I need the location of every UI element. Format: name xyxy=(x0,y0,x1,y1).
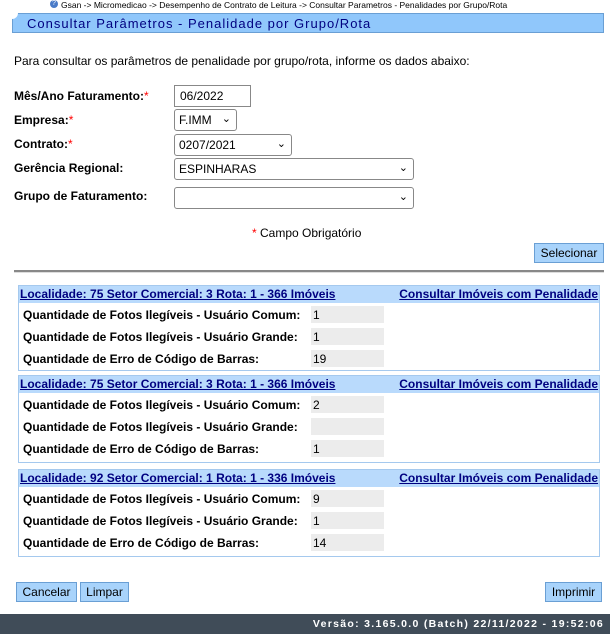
row-value: 14 xyxy=(311,534,384,551)
consultar-imoveis-link[interactable]: Consultar Imóveis com Penalidade xyxy=(399,471,598,485)
page-title-bar xyxy=(12,13,604,33)
row-label: Quantidade de Erro de Código de Barras: xyxy=(23,536,260,550)
result-row xyxy=(19,393,599,415)
row-value: 2 xyxy=(311,396,384,413)
result-row xyxy=(19,487,599,509)
result-group xyxy=(18,375,600,463)
result-group xyxy=(18,285,600,371)
required-note: * Campo Obrigatório xyxy=(252,226,362,240)
chevron-down-icon: ⌄ xyxy=(221,113,231,125)
empresa-value: F.IMM xyxy=(179,113,212,127)
gerencia-select[interactable] xyxy=(174,158,414,180)
result-row xyxy=(19,415,599,437)
row-value: 1 xyxy=(311,440,384,457)
row-label: Quantidade de Fotos Ilegíveis - Usuário Comum: xyxy=(23,398,301,412)
mes-ano-input[interactable]: 06/2022 xyxy=(174,85,251,107)
localidade-link[interactable]: Localidade: 75 Setor Comercial: 3 Rota: 1 - 366 Imóveis xyxy=(20,287,336,301)
row-value: 1 xyxy=(311,512,384,529)
chevron-down-icon: ⌄ xyxy=(398,191,408,203)
empresa-select[interactable] xyxy=(174,109,237,131)
empresa-label: Empresa:* xyxy=(14,113,74,127)
contrato-select[interactable] xyxy=(174,134,292,156)
intro-text: Para consultar os parâmetros de penalidade por grupo/rota, informe os dados abaixo: xyxy=(14,54,470,68)
result-group-header xyxy=(19,286,599,303)
row-value xyxy=(311,418,384,435)
contrato-value: 0207/2021 xyxy=(179,138,236,152)
consultar-imoveis-link[interactable]: Consultar Imóveis com Penalidade xyxy=(399,377,598,391)
cancelar-button[interactable]: Cancelar xyxy=(16,582,77,602)
row-value: 9 xyxy=(311,490,384,507)
chevron-down-icon: ⌄ xyxy=(398,162,408,174)
version-text: Versão: 3.165.0.0 (Batch) 22/11/2022 - 19:52:06 xyxy=(312,618,604,630)
result-row xyxy=(19,325,599,347)
row-label: Quantidade de Fotos Ilegíveis - Usuário Comum: xyxy=(23,492,301,506)
gerencia-label: Gerência Regional: xyxy=(14,161,124,175)
page-title: Consultar Parâmetros - Penalidade por Grupo/Rota xyxy=(27,16,372,31)
footer-bar xyxy=(0,614,610,634)
grupo-label: Grupo de Faturamento: xyxy=(14,189,148,203)
localidade-link[interactable]: Localidade: 75 Setor Comercial: 3 Rota: 1 - 366 Imóveis xyxy=(20,377,336,391)
breadcrumb xyxy=(0,0,610,10)
row-value: 1 xyxy=(311,328,384,345)
breadcrumb-text: Gsan -> Micromedicao -> Desempenho de Contrato de Leitura -> Consultar Parametros - Penalidades por Grupo/Rota xyxy=(61,0,508,10)
localidade-link[interactable]: Localidade: 92 Setor Comercial: 1 Rota: 1 - 336 Imóveis xyxy=(20,471,336,485)
contrato-label: Contrato:* xyxy=(14,137,73,151)
grupo-select[interactable] xyxy=(174,187,414,209)
selecionar-button[interactable]: Selecionar xyxy=(534,243,604,263)
help-icon[interactable]: ? xyxy=(50,0,58,8)
limpar-button[interactable]: Limpar xyxy=(80,582,129,602)
imprimir-button[interactable]: Imprimir xyxy=(545,582,602,602)
row-label: Quantidade de Fotos Ilegíveis - Usuário Grande: xyxy=(23,330,298,344)
result-row xyxy=(19,303,599,325)
result-group-header xyxy=(19,376,599,393)
consultar-imoveis-link[interactable]: Consultar Imóveis com Penalidade xyxy=(399,287,598,301)
chevron-down-icon: ⌄ xyxy=(276,138,286,150)
row-label: Quantidade de Erro de Código de Barras: xyxy=(23,442,260,456)
row-value: 1 xyxy=(311,306,384,323)
row-label: Quantidade de Fotos Ilegíveis - Usuário Comum: xyxy=(23,308,301,322)
gerencia-value: ESPINHARAS xyxy=(179,162,257,176)
result-row xyxy=(19,531,599,553)
mes-ano-label: Mês/Ano Faturamento:* xyxy=(14,89,149,103)
row-label: Quantidade de Fotos Ilegíveis - Usuário Grande: xyxy=(23,514,298,528)
row-label: Quantidade de Erro de Código de Barras: xyxy=(23,352,260,366)
divider xyxy=(14,270,604,273)
result-group-header xyxy=(19,470,599,487)
row-value: 19 xyxy=(311,350,384,367)
title-corner xyxy=(12,13,18,19)
result-row xyxy=(19,509,599,531)
result-row xyxy=(19,437,599,459)
result-row xyxy=(19,347,599,369)
row-label: Quantidade de Fotos Ilegíveis - Usuário Grande: xyxy=(23,420,298,434)
result-group xyxy=(18,469,600,557)
